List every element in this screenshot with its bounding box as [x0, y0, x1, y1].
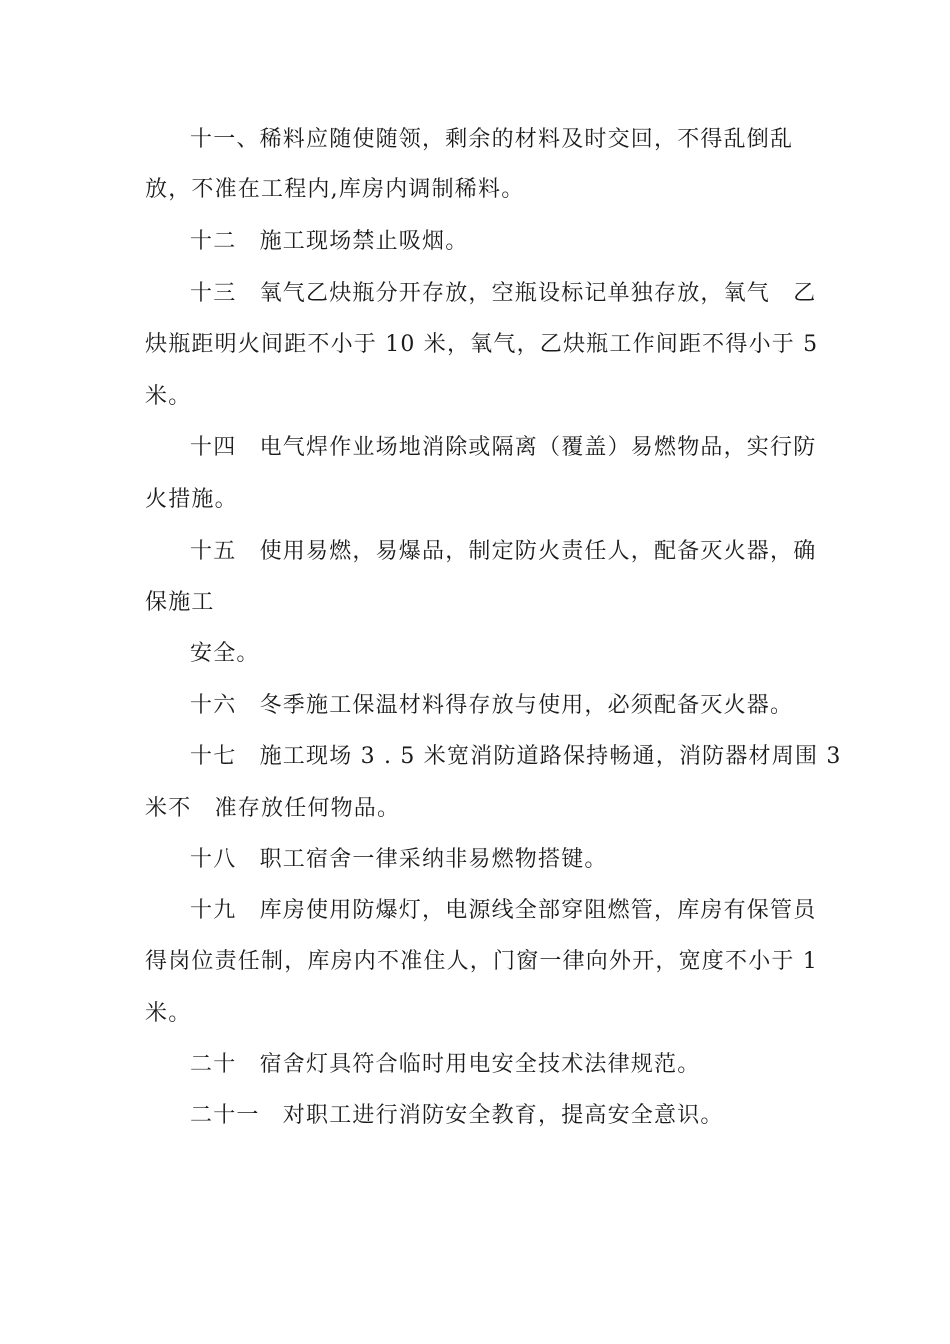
paragraph-11-line-2: 放，不准在工程内,库房内调制稀料。 — [145, 177, 525, 202]
paragraph-15-line-3: 安全。 — [190, 641, 260, 666]
paragraph-14-line-1: 十四 电气焊作业场地消除或隔离（覆盖）易燃物品，实行防 — [190, 435, 817, 460]
paragraph-16: 十六 冬季施工保温材料得存放与使用，必须配备灭火器。 — [190, 693, 794, 718]
paragraph-13-line-1: 十三 氧气乙炔瓶分开存放，空瓶设标记单独存放，氧气 乙 — [190, 281, 817, 306]
paragraph-14-line-2: 火措施。 — [145, 487, 238, 512]
paragraph-21: 二十一 对职工进行消防安全教育，提高安全意识。 — [190, 1103, 724, 1128]
paragraph-18: 十八 职工宿舍一律采纳非易燃物搭键。 — [190, 847, 608, 872]
paragraph-12: 十二 施工现场禁止吸烟。 — [190, 229, 469, 254]
paragraph-17-line-1: 十七 施工现场 3 . 5 米宽消防道路保持畅通，消防器材周围 3 — [190, 744, 842, 769]
paragraph-13-line-3: 米。 — [145, 384, 192, 409]
paragraph-20: 二十 宿舍灯具符合临时用电安全技术法律规范。 — [190, 1052, 701, 1077]
paragraph-15-line-2: 保施工 — [145, 590, 215, 615]
paragraph-15-line-1: 十五 使用易燃，易爆品，制定防火责任人，配备灭火器，确 — [190, 539, 817, 564]
paragraph-11-line-1: 十一、稀料应随使随领，剩余的材料及时交回，不得乱倒乱 — [190, 127, 794, 152]
paragraph-13-line-2: 炔瓶距明火间距不小于 10 米，氧气，乙炔瓶工作间距不得小于 5 — [145, 332, 819, 357]
paragraph-17-line-2: 米不 准存放任何物品。 — [145, 796, 401, 821]
paragraph-19-line-1: 十九 库房使用防爆灯，电源线全部穿阻燃管，库房有保管员 — [190, 898, 817, 923]
paragraph-19-line-2: 得岗位责任制，库房内不准住人，门窗一律向外开，宽度不小于 1 — [145, 949, 818, 974]
paragraph-19-line-3: 米。 — [145, 1001, 192, 1026]
